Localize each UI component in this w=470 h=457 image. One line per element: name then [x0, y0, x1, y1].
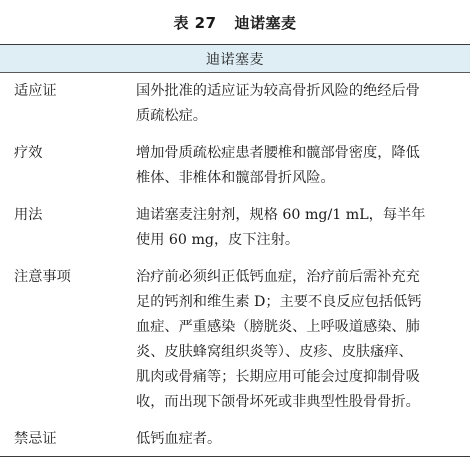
content-line: 质疏松症。: [136, 108, 207, 124]
table-caption: [0, 12, 470, 33]
table-row-contraindications: [0, 427, 470, 452]
drug-info-table: [0, 44, 470, 457]
content-line: 迪诺塞麦注射剂，规格 60 mg/1 mL，每半年: [136, 207, 426, 223]
table-title: 迪诺塞麦: [234, 14, 297, 32]
row-content: [136, 427, 456, 452]
content-line: 收，而出现下颌骨坏死或非典型性股骨骨折。: [136, 394, 420, 410]
row-label: 用法: [14, 207, 43, 223]
row-content: [136, 265, 456, 415]
table-header: [0, 45, 470, 73]
row-label: 注意事项: [14, 269, 71, 285]
row-content: [136, 141, 456, 191]
content-line: 使用 60 mg，皮下注射。: [136, 232, 300, 248]
row-content: [136, 203, 456, 253]
table-row-indications: [0, 79, 470, 129]
row-label: 疗效: [14, 145, 43, 161]
table-number: 表 27: [173, 14, 217, 32]
content-line: 血症、严重感染（膀胱炎、上呼吸道感染、肺: [136, 319, 420, 335]
row-content: [136, 79, 456, 129]
content-line: 肌肉或骨痛等；长期应用可能会过度抑制骨吸: [136, 369, 420, 385]
content-line: 治疗前必须纠正低钙血症，治疗前后需补充充: [136, 269, 420, 285]
table-row-precautions: [0, 265, 470, 415]
row-label: 适应证: [14, 83, 57, 99]
content-line: 足的钙剂和维生素 D；主要不良反应包括低钙: [136, 294, 422, 310]
content-line: 国外批准的适应证为较高骨折风险的绝经后骨: [136, 83, 420, 99]
table-header-label: 迪诺塞麦: [206, 51, 264, 68]
content-line: 低钙血症者。: [136, 431, 222, 447]
content-line: 炎、皮肤蜂窝组织炎等）、皮疹、皮肤瘙痒、: [136, 344, 413, 360]
table-row-usage: [0, 203, 470, 253]
content-line: 椎体、非椎体和髋部骨折风险。: [136, 170, 335, 186]
row-label: 禁忌证: [14, 431, 57, 447]
table-row-efficacy: [0, 141, 470, 191]
content-line: 增加骨质疏松症患者腰椎和髋部骨密度，降低: [136, 145, 420, 161]
